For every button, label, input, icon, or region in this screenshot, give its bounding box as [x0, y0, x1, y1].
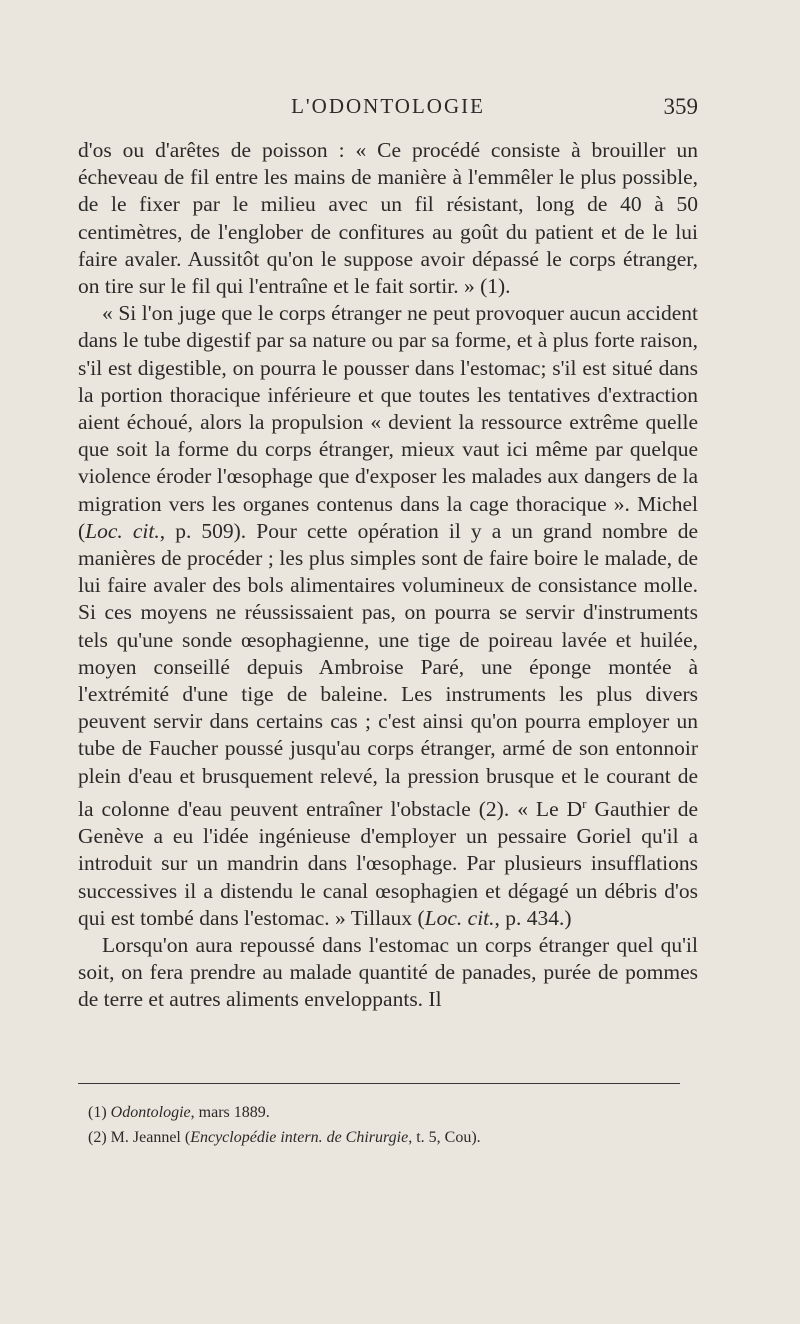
footnote-2-text-b: , t. 5, Cou).: [408, 1129, 481, 1146]
paragraph-2-part-b: , p. 509). Pour cette opération il y a un grand nombre de manières de procéder ; les plus simples sont de faire boire le malade, de lui faire avaler des bols alimentaires volumineux de consistance molle. Si ces moyens ne réussissaient pas, on pourra se servir d'instruments tels qu'une sonde œsophagienne, une tige de poireau lavée et huilée, moyen conseillé depuis Ambroise Paré, une éponge montée à l'extrémité d'une tige de baleine. Les instruments les plus divers peuvent servir dans certains cas ; c'est ainsi qu'on pourra employer un tube de Faucher poussé jusqu'au corps étranger, armé de son entonnoir plein d'eau et brusquement relevé, la pression brusque et le courant de la colonne d'eau peuvent entraîner l'obstacle (2). « Le D: [78, 518, 698, 822]
paragraph-2: [78, 300, 698, 932]
running-title: L'ODONTOLOGIE: [291, 94, 485, 118]
doctor-superscript: r: [582, 795, 587, 811]
footnote-1-marker: (1): [88, 1104, 107, 1121]
paragraph-2-part-d: , p. 434.): [494, 905, 572, 930]
paragraph-2-part-a: « Si l'on juge que le corps étranger ne peut provoquer aucun accident dans le tube digestif par sa nature ou par sa forme, et à plus forte raison, s'il est digestible, on pourra le pousser dans l'estomac; s'il est situé dans la portion thoracique inférieure et que toutes les tentatives d'extraction aient échoué, alors la propulsion « devient la ressource extrême quelle que soit la forme du corps étranger, mieux vaut ici même par quelque violence éroder l'œsophage que d'exposer les malades aux dangers de la migration vers les organes contenus dans la cage thoracique ». Michel (: [78, 301, 698, 543]
footnote-2-title: Encyclopédie intern. de Chirurgie: [190, 1129, 409, 1146]
paragraph-3: Lorsqu'on aura repoussé dans l'estomac un corps étranger quel qu'il soit, on fera prendre au malade quantité de panades, purée de pommes de terre et autres aliments enveloppants. Il: [78, 933, 698, 1012]
footnote-1-title: Odontologie: [110, 1104, 191, 1121]
footnotes: [88, 1100, 688, 1150]
paragraph-1: d'os ou d'arêtes de poisson : « Ce procédé consiste à brouiller un écheveau de fil entre les mains de manière à l'emmêler le plus possible, de le fixer par le milieu avec un fil résistant, long de 40 à 50 centimètres, de l'englober de confitures au goût du patient et de le lui faire avaler. Aussitôt qu'on le suppose avoir dépassé le corps étranger, on tire sur le fil qui l'entraîne et le fait sortir. » (1).: [78, 138, 698, 299]
footnote-divider: [78, 1083, 680, 1084]
footnote-1-text: , mars 1889.: [190, 1104, 270, 1121]
citation-loc-cit-1: Loc. cit.: [85, 518, 160, 543]
citation-loc-cit-2: Loc. cit.: [424, 905, 495, 930]
main-text: [78, 137, 698, 1014]
footnote-2-text-a: M. Jeannel (: [106, 1129, 191, 1146]
paragraph-2-part-c: Gauthier de Genève a eu l'idée ingénieuse d'employer un pessaire Goriel qu'il a introduit sur un mandrin dans l'œsophage. Par plusieurs insufflations successives il a distendu le canal œsophagien et dégagé un débris d'os qui est tombé dans l'estomac. » Tillaux (: [78, 797, 698, 930]
footnote-1: [88, 1100, 688, 1125]
page-header: [78, 88, 698, 128]
footnote-2-marker: (2): [88, 1129, 107, 1146]
footnote-2: [88, 1125, 688, 1150]
page-number: 359: [663, 94, 698, 119]
